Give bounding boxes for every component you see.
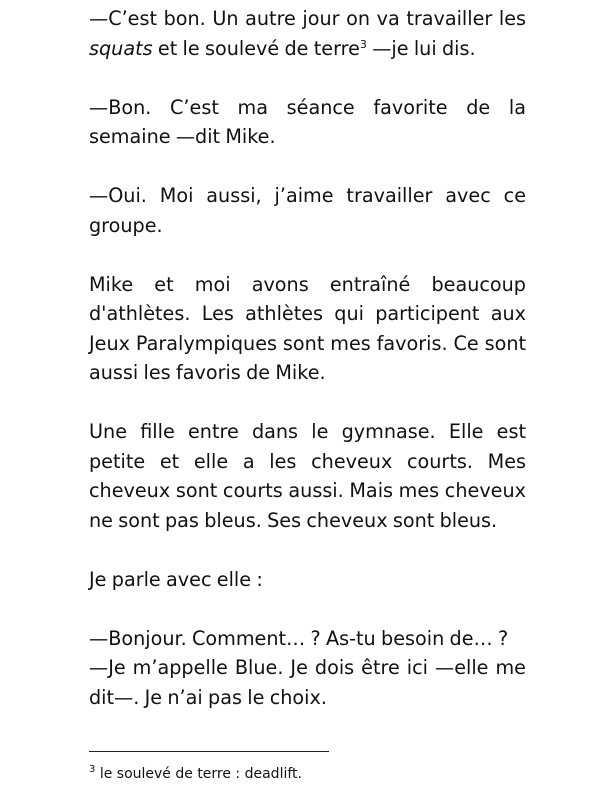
p1-mid: et le soulevé de terre	[152, 36, 360, 60]
paragraph-6: Je parle avec elle :	[89, 567, 263, 591]
p1-lead: —C’est bon. Un autre jour on va travailler les	[89, 7, 526, 30]
footnote-text: le soulevé de terre : deadlift.	[95, 766, 302, 782]
footnote-number: 3	[89, 764, 96, 775]
p1-italic-term: squats	[89, 36, 153, 60]
p1-tail: —je lui dis.	[366, 36, 476, 60]
paragraph-5: Une fille entre dans le gymnase. Elle est petite et elle a les cheveux courts. Mes cheveux sont courts aussi. Mais mes cheveux ne sont pas bleus. Ses cheveux sont bleus.	[89, 420, 526, 532]
body-text	[89, 4, 526, 742]
paragraph-2: —Bon. C’est ma séance favorite de la semaine —dit Mike.	[89, 95, 526, 148]
footnote-reference[interactable]: 3	[359, 37, 367, 51]
paragraph-1	[89, 4, 526, 63]
paragraph-3: —Oui. Moi aussi, j’aime travailler avec ce groupe.	[89, 184, 526, 237]
footnote-separator	[89, 751, 329, 752]
paragraph-4: Mike et moi avons entraîné beaucoup d'athlètes. Les athlètes qui participent aux Jeux Paralympiques sont mes favoris. Ce sont aussi les favoris de Mike.	[89, 272, 526, 384]
paragraph-7: —Bonjour. Comment… ? As-tu besoin de… ?	[89, 626, 509, 650]
paragraph-8: —Je m’appelle Blue. Je dois être ici —elle me dit—. Je n’ai pas le choix.	[89, 656, 526, 709]
footnote	[89, 765, 302, 783]
